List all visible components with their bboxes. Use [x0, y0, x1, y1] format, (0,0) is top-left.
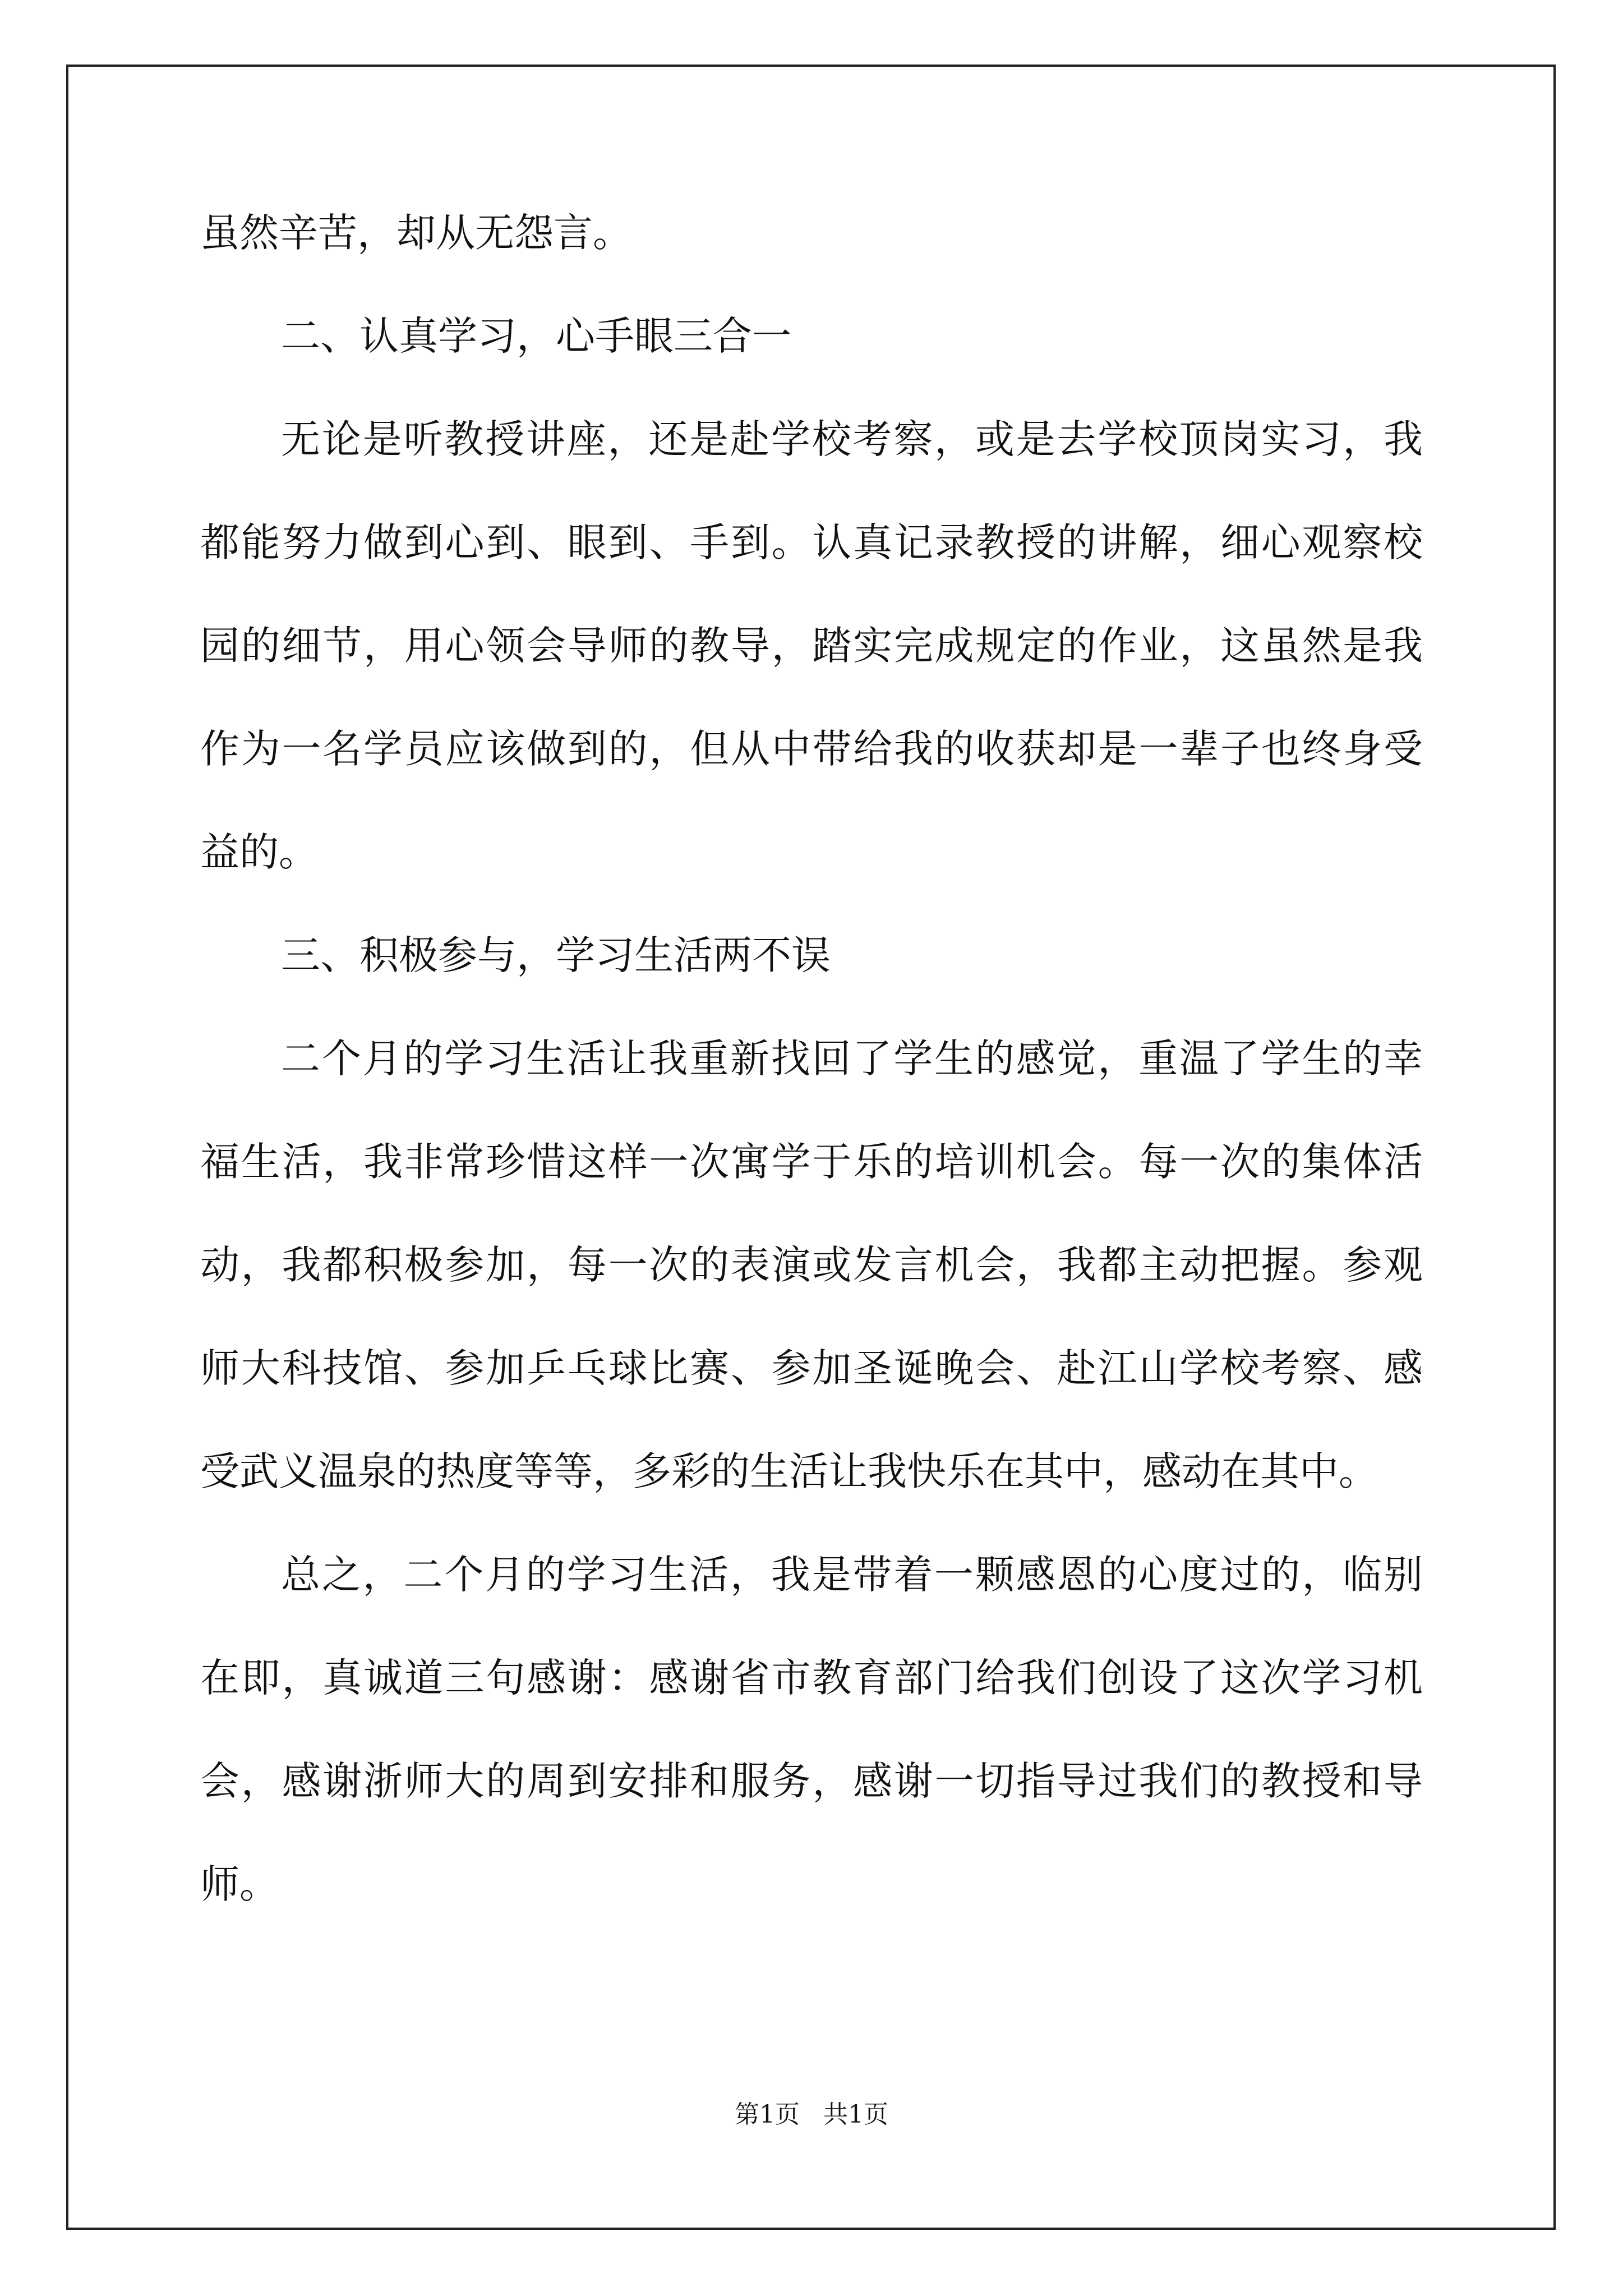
page-number-total: 共1页	[823, 2100, 888, 2129]
text-line: 无论是听教授讲座，还是赴学校考察，或是去学校顶岗实习，我	[281, 416, 1423, 462]
text-line: 虽然辛苦，却从无怨言。	[200, 210, 632, 256]
section-heading: 三、积极参与，学习生活两不误	[281, 932, 831, 978]
text-line: 受武义温泉的热度等等，多彩的生活让我快乐在其中，感动在其中。	[200, 1448, 1378, 1494]
text-line: 总之，二个月的学习生活，我是带着一颗感恩的心度过的，临别	[281, 1552, 1423, 1598]
text-line: 二个月的学习生活让我重新找回了学生的感觉，重温了学生的幸	[281, 1036, 1423, 1082]
text-line: 作为一名学员应该做到的，但从中带给我的收获却是一辈子也终身受	[200, 726, 1423, 772]
page-footer	[0, 2098, 1623, 2132]
text-line: 园的细节，用心领会导师的教导，踏实完成规定的作业，这虽然是我	[200, 623, 1423, 669]
text-line: 都能努力做到心到、眼到、手到。认真记录教授的讲解，细心观察校	[200, 519, 1423, 565]
text-line: 益的。	[200, 829, 318, 875]
section-heading: 二、认真学习，心手眼三合一	[281, 313, 791, 359]
page-number-current: 第1页	[735, 2100, 800, 2129]
text-line: 会，感谢浙师大的周到安排和服务，感谢一切指导过我们的教授和导	[200, 1758, 1423, 1804]
text-line: 动，我都积极参加，每一次的表演或发言机会，我都主动把握。参观	[200, 1242, 1423, 1288]
text-line: 福生活，我非常珍惜这样一次寓学于乐的培训机会。每一次的集体活	[200, 1139, 1423, 1185]
text-line: 师。	[200, 1861, 279, 1907]
text-line: 在即，真诚道三句感谢：感谢省市教育部门给我们创设了这次学习机	[200, 1655, 1423, 1701]
text-line: 师大科技馆、参加乒乓球比赛、参加圣诞晚会、赴江山学校考察、感	[200, 1345, 1423, 1391]
